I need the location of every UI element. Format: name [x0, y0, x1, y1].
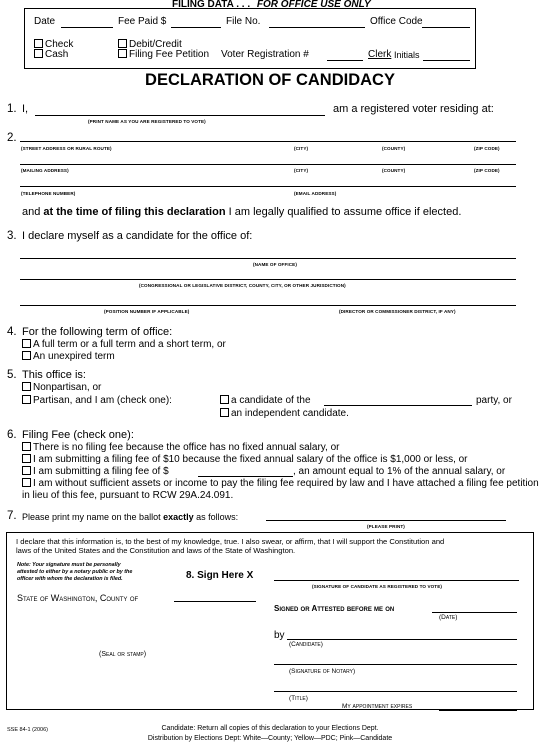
s1-suffix: am a registered voter residing at: [333, 103, 494, 115]
street-address-field[interactable] [20, 141, 516, 142]
one-percent-label: I am submitting a filing fee of $ [33, 466, 169, 477]
ballot-name-caption: (PLEASE PRINT) [367, 524, 405, 529]
city-caption: (CITY) [294, 146, 309, 151]
independent-label: an independent candidate. [231, 408, 349, 419]
petition-option[interactable] [118, 49, 209, 60]
ballot-name-field[interactable] [266, 520, 506, 521]
office-code-label: Office Code [370, 16, 423, 27]
s6-number: 6. [7, 429, 17, 441]
file-no-label: File No. [226, 16, 261, 27]
ten-dollar-label: I am submitting a filing fee of $10 because the fixed annual salary of the office is $1,000 or less, or [33, 454, 468, 465]
date-caption: (Date) [439, 614, 458, 621]
s1-number: 1. [7, 103, 17, 115]
no-fee-option[interactable] [22, 442, 339, 453]
attest-date-field[interactable] [432, 612, 517, 613]
notary-signature-field[interactable] [274, 664, 517, 665]
fee-paid-label: Fee Paid $ [118, 16, 167, 27]
clerk-label: Clerk [368, 49, 392, 60]
partisan-checkbox[interactable] [22, 395, 31, 404]
petition-fee-option[interactable] [22, 478, 539, 489]
debit-label: Debit/Credit [129, 39, 182, 50]
no-fee-label: There is no filing fee because the office has no fixed annual salary, or [33, 442, 340, 453]
s2-number: 2. [7, 132, 17, 144]
by-label: by [274, 630, 285, 641]
s7-text-b: exactly [163, 512, 194, 522]
phone-email-field[interactable] [20, 186, 516, 187]
mailing-caption: (MAILING ADDRESS) [21, 168, 69, 173]
note-line-3: officer with whom the declaration is filed. [17, 576, 123, 582]
cash-label: Cash [45, 49, 69, 60]
note-line-1: Note: Your signature must be personally [17, 562, 121, 568]
signed-attested-label: Signed or Attested before me on [274, 604, 395, 613]
qualified-b: at the time of filing this declaration [43, 206, 226, 218]
zip-caption: (ZIP CODE) [474, 146, 500, 151]
unexpired-term-label: An unexpired term [33, 351, 115, 362]
ten-dollar-option[interactable] [22, 454, 468, 465]
full-term-label: A full term or a full term and a short term, or [33, 339, 226, 350]
s4-text: For the following term of office: [22, 326, 173, 338]
filing-data-label: FILING DATA . . . [172, 0, 251, 10]
candidate-signature-caption: (SIGNATURE OF CANDIDATE AS REGISTERED TO VOTE) [312, 584, 442, 589]
mailing-zip-caption: (ZIP CODE) [474, 168, 500, 173]
page-title: DECLARATION OF CANDIDACY [145, 71, 395, 89]
office-name-caption: (NAME OF OFFICE) [253, 262, 297, 267]
party-candidate-label: a candidate of the [231, 395, 311, 406]
declaration-box [6, 532, 534, 710]
mailing-county-caption: (COUNTY) [382, 168, 406, 173]
s5-text: This office is: [22, 369, 86, 381]
appointment-expires-field[interactable] [439, 710, 517, 711]
voter-name-field[interactable] [35, 115, 325, 116]
cash-checkbox[interactable] [34, 49, 43, 58]
petition-fee-label-b: in lieu of this fee, pursuant to RCW 29A.24.091. [22, 490, 234, 501]
seal-caption: (Seal or stamp) [99, 651, 147, 658]
full-term-checkbox[interactable] [22, 339, 31, 348]
one-percent-option[interactable] [22, 466, 169, 477]
footer-line-2: Distribution by Elections Dept: White—County; Yellow—PDC; Pink—Candidate [147, 735, 393, 742]
petition-fee-label: I am without sufficient assets or income to pay the filing fee required by law and I have attached a filing fee petition [33, 478, 539, 489]
office-use-box [24, 8, 476, 69]
debit-checkbox[interactable] [118, 39, 127, 48]
director-caption: (DIRECTOR OR COMMISSIONER DISTRICT, IF ANY) [339, 309, 456, 314]
partisan-label: Partisan, and I am (check one): [33, 395, 172, 406]
voter-name-caption: (PRINT NAME AS YOU ARE REGISTERED TO VOTE) [88, 119, 206, 124]
position-caption: (POSITION NUMBER IF APPLICABLE) [104, 309, 190, 314]
check-checkbox[interactable] [34, 39, 43, 48]
candidate-caption: (Candidate) [289, 641, 323, 648]
s7-text [22, 512, 238, 522]
office-use-label: FOR OFFICE USE ONLY [256, 0, 371, 10]
one-percent-checkbox[interactable] [22, 466, 31, 475]
cash-option[interactable] [34, 49, 68, 60]
independent-checkbox[interactable] [220, 408, 229, 417]
petition-fee-checkbox[interactable] [22, 478, 31, 487]
county-field[interactable] [174, 601, 256, 602]
fee-paid-field[interactable] [171, 27, 221, 28]
date-label: Date [34, 16, 56, 27]
district-field[interactable] [20, 279, 516, 280]
district-caption: (CONGRESSIONAL OR LEGISLATIVE DISTRICT, COUNTY, CITY, OR OTHER JURISDICTION) [139, 283, 346, 288]
qualified-c: I am legally qualified to assume office if elected. [228, 206, 462, 218]
office-code-field[interactable] [422, 27, 470, 28]
partisan-option[interactable] [22, 395, 172, 406]
qualified-a: and [22, 206, 41, 218]
full-term-option[interactable] [22, 339, 226, 350]
s3-text: I declare myself as a candidate for the office of: [22, 230, 253, 242]
state-county-label: State of Washington, County of [17, 593, 139, 603]
form-number: SSE 84-1 (2006) [7, 727, 48, 733]
sign-here-label: 8. Sign Here X [186, 570, 254, 581]
independent-option[interactable] [220, 408, 349, 419]
footer-line-1: Candidate: Return all copies of this declaration to your Elections Dept. [161, 725, 379, 732]
s7-text-c: as follows: [196, 512, 239, 522]
office-name-field[interactable] [20, 258, 516, 259]
unexpired-term-checkbox[interactable] [22, 351, 31, 360]
title-caption: (Title) [289, 695, 308, 702]
file-no-field[interactable] [269, 27, 365, 28]
unexpired-term-option[interactable] [22, 351, 115, 362]
party-candidate-option[interactable] [220, 395, 311, 406]
party-or-label: party, or [476, 395, 512, 406]
notary-caption: (Signature of Notary) [289, 668, 356, 675]
petition-checkbox[interactable] [118, 49, 127, 58]
initials-label: Initials [394, 50, 420, 60]
nonpartisan-label: Nonpartisan, or [33, 382, 102, 393]
s4-number: 4. [7, 326, 17, 338]
s5-number: 5. [7, 369, 17, 381]
initials-field[interactable] [423, 60, 470, 61]
ten-dollar-checkbox[interactable] [22, 454, 31, 463]
one-percent-label-b: , an amount equal to 1% of the annual salary, or [293, 466, 506, 477]
s3-number: 3. [7, 230, 17, 242]
voter-reg-label: Voter Registration # [221, 49, 309, 60]
appointment-expires-label: My appointment expires [342, 703, 413, 710]
street-caption: (STREET ADDRESS OR RURAL ROUTE) [21, 146, 112, 151]
candidate-signature-field[interactable] [274, 580, 519, 581]
s7-number: 7. [7, 510, 17, 522]
position-field[interactable] [20, 305, 516, 306]
note-line-2: attested to either by a notary public or by the [17, 569, 133, 575]
s1-prefix: I, [22, 103, 29, 115]
title-field[interactable] [274, 691, 517, 692]
date-field[interactable] [61, 27, 113, 28]
s7-text-a: Please print my name on the ballot [22, 512, 161, 522]
fee-amount-field[interactable] [198, 476, 293, 477]
check-label: Check [45, 39, 74, 50]
oath-line-2: laws of the United States and the Constitution and laws of the State of Washington. [16, 546, 296, 555]
oath-line-1: I declare that this information is, to the best of my knowledge, true. I also swear, or affirm, that I will support the Constitution and [16, 537, 445, 546]
party-candidate-checkbox[interactable] [220, 395, 229, 404]
nonpartisan-checkbox[interactable] [22, 382, 31, 391]
party-name-field[interactable] [324, 405, 472, 406]
county-caption: (COUNTY) [382, 146, 406, 151]
attested-candidate-field[interactable] [287, 639, 517, 640]
petition-label: Filing Fee Petition [129, 49, 210, 60]
qualified-statement [22, 206, 461, 218]
mailing-address-field[interactable] [20, 164, 516, 165]
nonpartisan-option[interactable] [22, 382, 101, 393]
phone-caption: (TELEPHONE NUMBER) [21, 191, 76, 196]
s6-text: Filing Fee (check one): [22, 429, 134, 441]
email-caption: (EMAIL ADDRESS) [294, 191, 337, 196]
voter-reg-field[interactable] [327, 60, 363, 61]
no-fee-checkbox[interactable] [22, 442, 31, 451]
mailing-city-caption: (CITY) [294, 168, 309, 173]
